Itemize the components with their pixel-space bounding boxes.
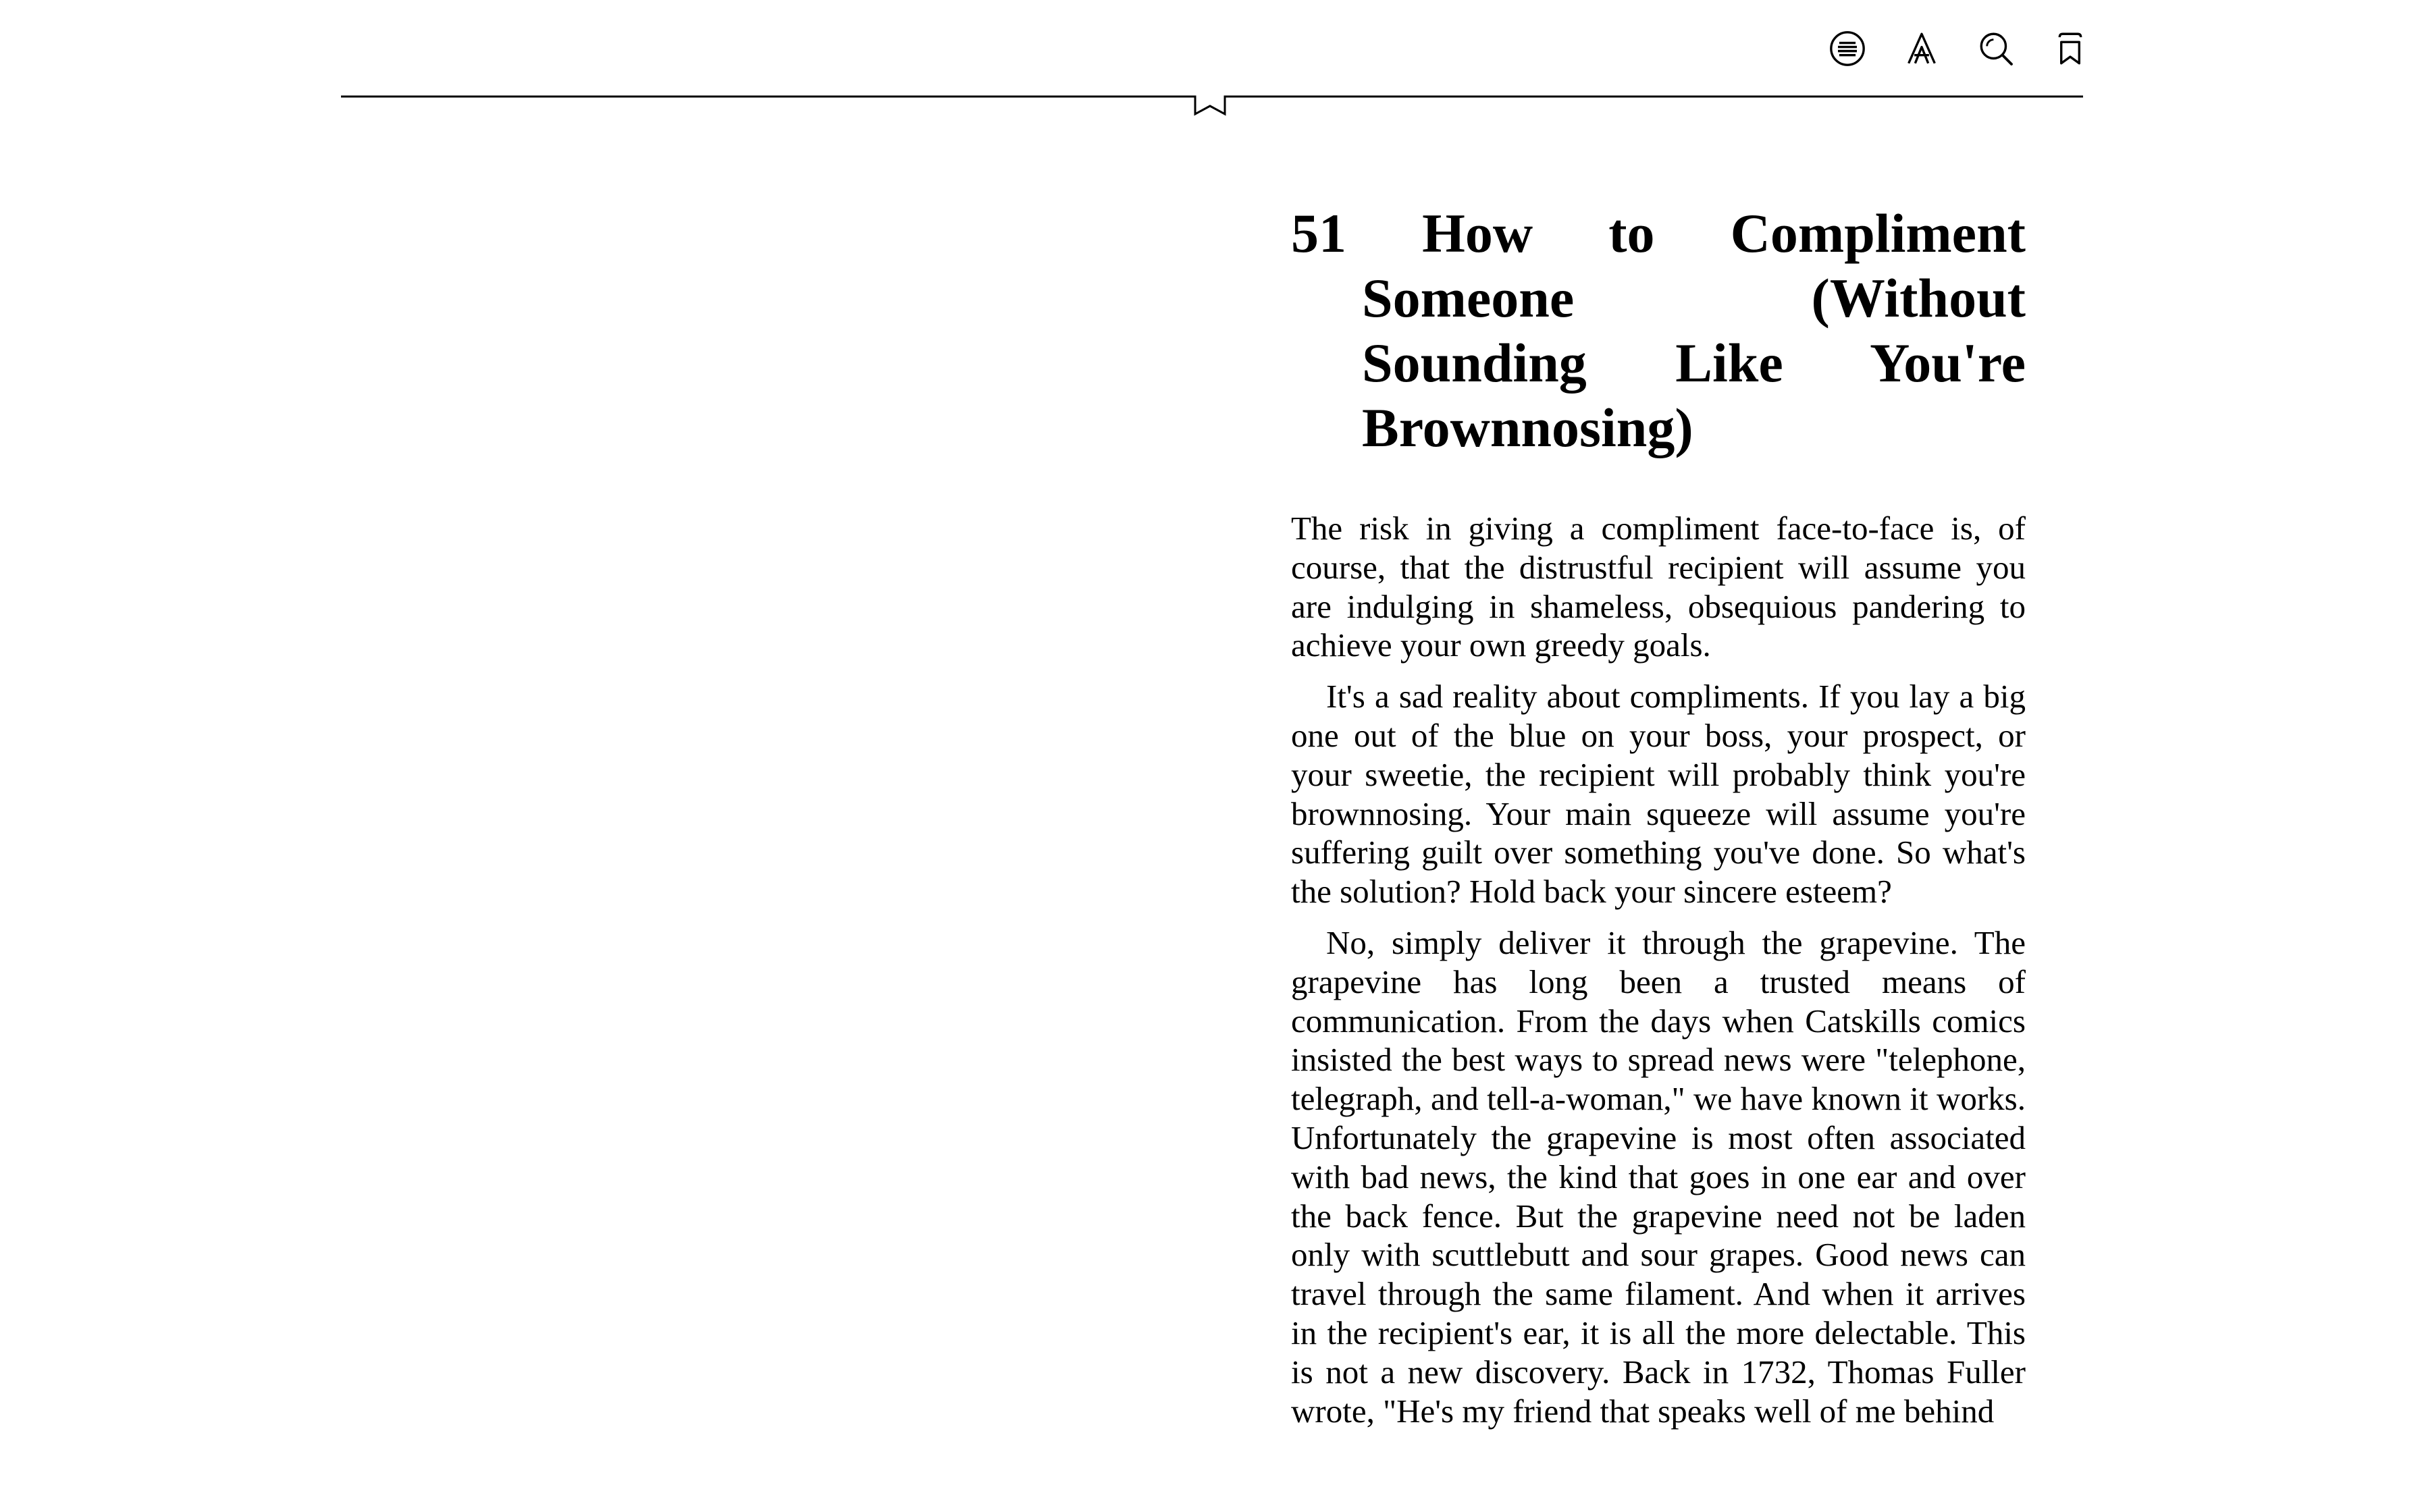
font-a-icon: [1902, 29, 1941, 68]
reader-toolbar: [1823, 24, 2093, 73]
bookmarks-button[interactable]: [2046, 24, 2095, 73]
right-page-content: [1291, 201, 2026, 1442]
list-icon: [1828, 29, 1867, 68]
appearance-button[interactable]: [1897, 24, 1946, 73]
paragraph: No, simply deliver it through the grapevine. The grapevine has long been a trusted means of communication. From the days when Catskills comics insisted the best ways to spread news were "telephone, telegraph, and tell-a-woman," we have known it works. Unfortunately the grapevine is most often associated with bad news, the kind that goes in one ear and over the back fence. But the grapevine need not be laden only with scuttlebutt and sour grapes. Good news can travel through the same filament. And when it arrives in the recipient's ear, it is all the more delectable. This is not a new discovery. Back in 1732, Thomas Fuller wrote, "He's my friend that speaks well of me behind: [1291, 923, 2026, 1430]
chapter-body: [1291, 509, 2026, 1430]
page-divider: [341, 88, 2083, 122]
table-of-contents-button[interactable]: [1823, 24, 1872, 73]
bookmark-icon: [2051, 29, 2090, 68]
chapter-title: 51 How to Compliment Someone (Without Sounding Like You're Brownnosing): [1291, 202, 2026, 458]
paragraph: It's a sad reality about compliments. If you lay a big one out of the blue on your boss, your prospect, or your sweetie, the recipient will probably think you're brownnosing. Your main squeeze will assume you're suffering guilt over something you've done. So what's the solution? Hold back your sincere esteem?: [1291, 678, 2026, 911]
search-icon: [1976, 29, 2016, 68]
search-button[interactable]: [1972, 24, 2020, 73]
paragraph: The risk in giving a compliment face-to-face is, of course, that the distrustful recipient will assume you are indulging in shameless, obsequious pandering to achieve your own greedy goals.: [1291, 510, 2026, 664]
